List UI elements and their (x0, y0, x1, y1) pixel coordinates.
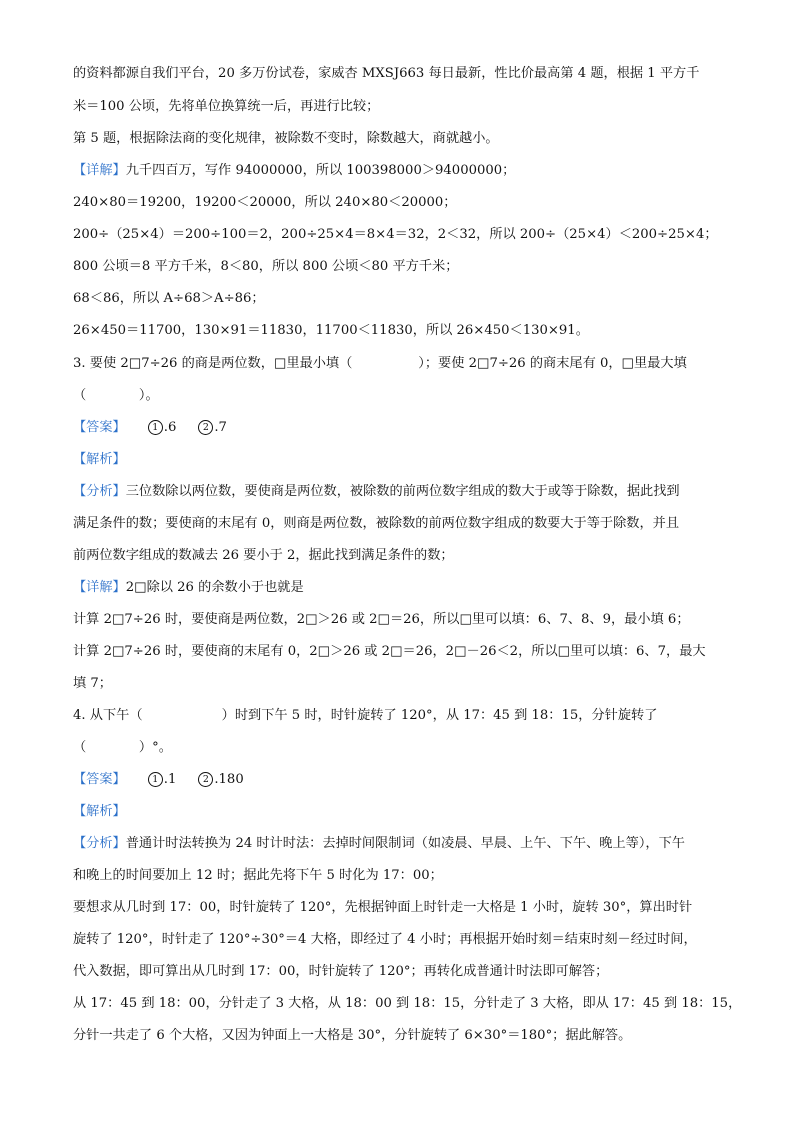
answer-value: .6 (163, 420, 177, 435)
fenxi-line (73, 483, 680, 501)
text-line: 从 17：45 到 18：00，分针走了 3 大格，从 18：00 到 18：15，分针走了 3 大格，即从 17：45 到 18：15， (73, 996, 742, 1011)
text-line: 代入数据，即可算出从几时到 17：00，时针旋转了 120°；再转化成普通计时法即可解答； (73, 964, 609, 979)
text-line: 填 7； (73, 676, 112, 691)
fenxi-tag: 【分析】 (73, 484, 126, 499)
detail-line (73, 579, 304, 597)
detail-line (73, 162, 515, 180)
text-span: 三位数除以两位数，要使商是两位数，被除数的前两位数字组成的数大于或等于除数，据此找到 (125, 484, 680, 499)
text-line: 旋转了 120°，时针走了 120°÷30°＝4 大格，即经过了 4 小时；再根据开始时刻＝结束时刻－经过时间， (73, 932, 697, 947)
answer-value: .7 (214, 420, 227, 435)
text-line: 800 公顷＝8 平方千米，8＜80，所以 800 公顷＜80 平方千米； (73, 259, 459, 274)
detail-tag: 【详解】 (73, 580, 126, 595)
detail-tag: 【详解】 (73, 163, 126, 178)
analysis-tag-line (73, 451, 126, 469)
text-line: 米＝100 公顷，先将单位换算统一后，再进行比较； (73, 99, 380, 114)
fenxi-line (73, 835, 685, 853)
question-3-line: 3. 要使 2□7÷26 的商是两位数，□里最小填（ ）；要使 2□7÷26 的商末尾有 0，□里最大填 (73, 356, 687, 371)
circled-number: 2 (198, 772, 213, 787)
answer-value: .180 (214, 772, 244, 787)
text-line: 68＜86，所以 A÷68＞A÷86； (73, 291, 265, 306)
circled-number: 1 (148, 772, 163, 787)
answer-line-q4 (73, 771, 244, 789)
circled-number: 1 (148, 420, 163, 435)
analysis-tag: 【解析】 (73, 804, 126, 819)
question-4-line: 4. 从下午（ ）时到下午 5 时，时针旋转了 120°，从 17：45 到 18：15，分针旋转了 (73, 708, 658, 723)
text-line: 计算 2□7÷26 时，要使商是两位数，2□＞26 或 2□＝26，所以□里可以填：6、7、8、9，最小填 6； (73, 612, 690, 627)
text-span: 普通计时法转换为 24 时计时法：去掉时间限制词（如凌晨、早晨、上午、下午、晚上等），下午 (125, 836, 685, 851)
circled-number: 2 (198, 420, 213, 435)
text-span: 九千四百万，写作 94000000，所以 100398000＞94000000； (125, 163, 516, 178)
text-line: 和晚上的时间要加上 12 时；据此先将下午 5 时化为 17：00； (73, 868, 443, 883)
answer-line-q3 (73, 419, 227, 437)
analysis-tag-line (73, 803, 126, 821)
text-line: 240×80＝19200，19200＜20000，所以 240×80＜20000； (73, 195, 457, 210)
text-line: 的资料都源自我们平台，20 多万份试卷，家威杏 MXSJ663 每日最新，性比价最高第 4 题，根据 1 平方千 (73, 66, 700, 81)
text-line: 分针一共走了 6 个大格，又因为钟面上一大格是 30°，分针旋转了 6×30°＝180°；据此解答。 (73, 1028, 632, 1043)
question-3-line: （ ）。 (73, 388, 159, 403)
fenxi-tag: 【分析】 (73, 836, 126, 851)
analysis-tag: 【解析】 (73, 452, 126, 467)
text-line: 第 5 题，根据除法商的变化规律，被除数不变时，除数越大，商就越小。 (73, 131, 499, 146)
text-span: 2□除以 26 的余数小于也就是 (125, 580, 304, 595)
answer-tag: 【答案】 (73, 420, 126, 435)
answer-tag: 【答案】 (73, 772, 126, 787)
text-line: 满足条件的数；要使商的末尾有 0，则商是两位数，被除数的前两位数字组成的数要大于等于除数，并且 (73, 516, 680, 531)
text-line: 计算 2□7÷26 时，要使商的末尾有 0，2□＞26 或 2□＝26，2□－26＜2，所以□里可以填：6、7，最大 (73, 644, 706, 659)
answer-value: .1 (163, 772, 177, 787)
text-line: 200÷（25×4）＝200÷100＝2，200÷25×4＝8×4＝32，2＜32，所以 200÷（25×4）＜200÷25×4； (73, 227, 718, 242)
text-line: 前两位数字组成的数减去 26 要小于 2，据此找到满足条件的数； (73, 548, 454, 563)
text-line: 26×450＝11700，130×91＝11830，11700＜11830，所以 26×450＜130×91。 (73, 323, 589, 338)
text-line: 要想求从几时到 17：00，时针旋转了 120°，先根据钟面上时针走一大格是 1 小时，旋转 30°，算出时针 (73, 900, 693, 915)
question-4-line: （ ）°。 (73, 740, 172, 755)
